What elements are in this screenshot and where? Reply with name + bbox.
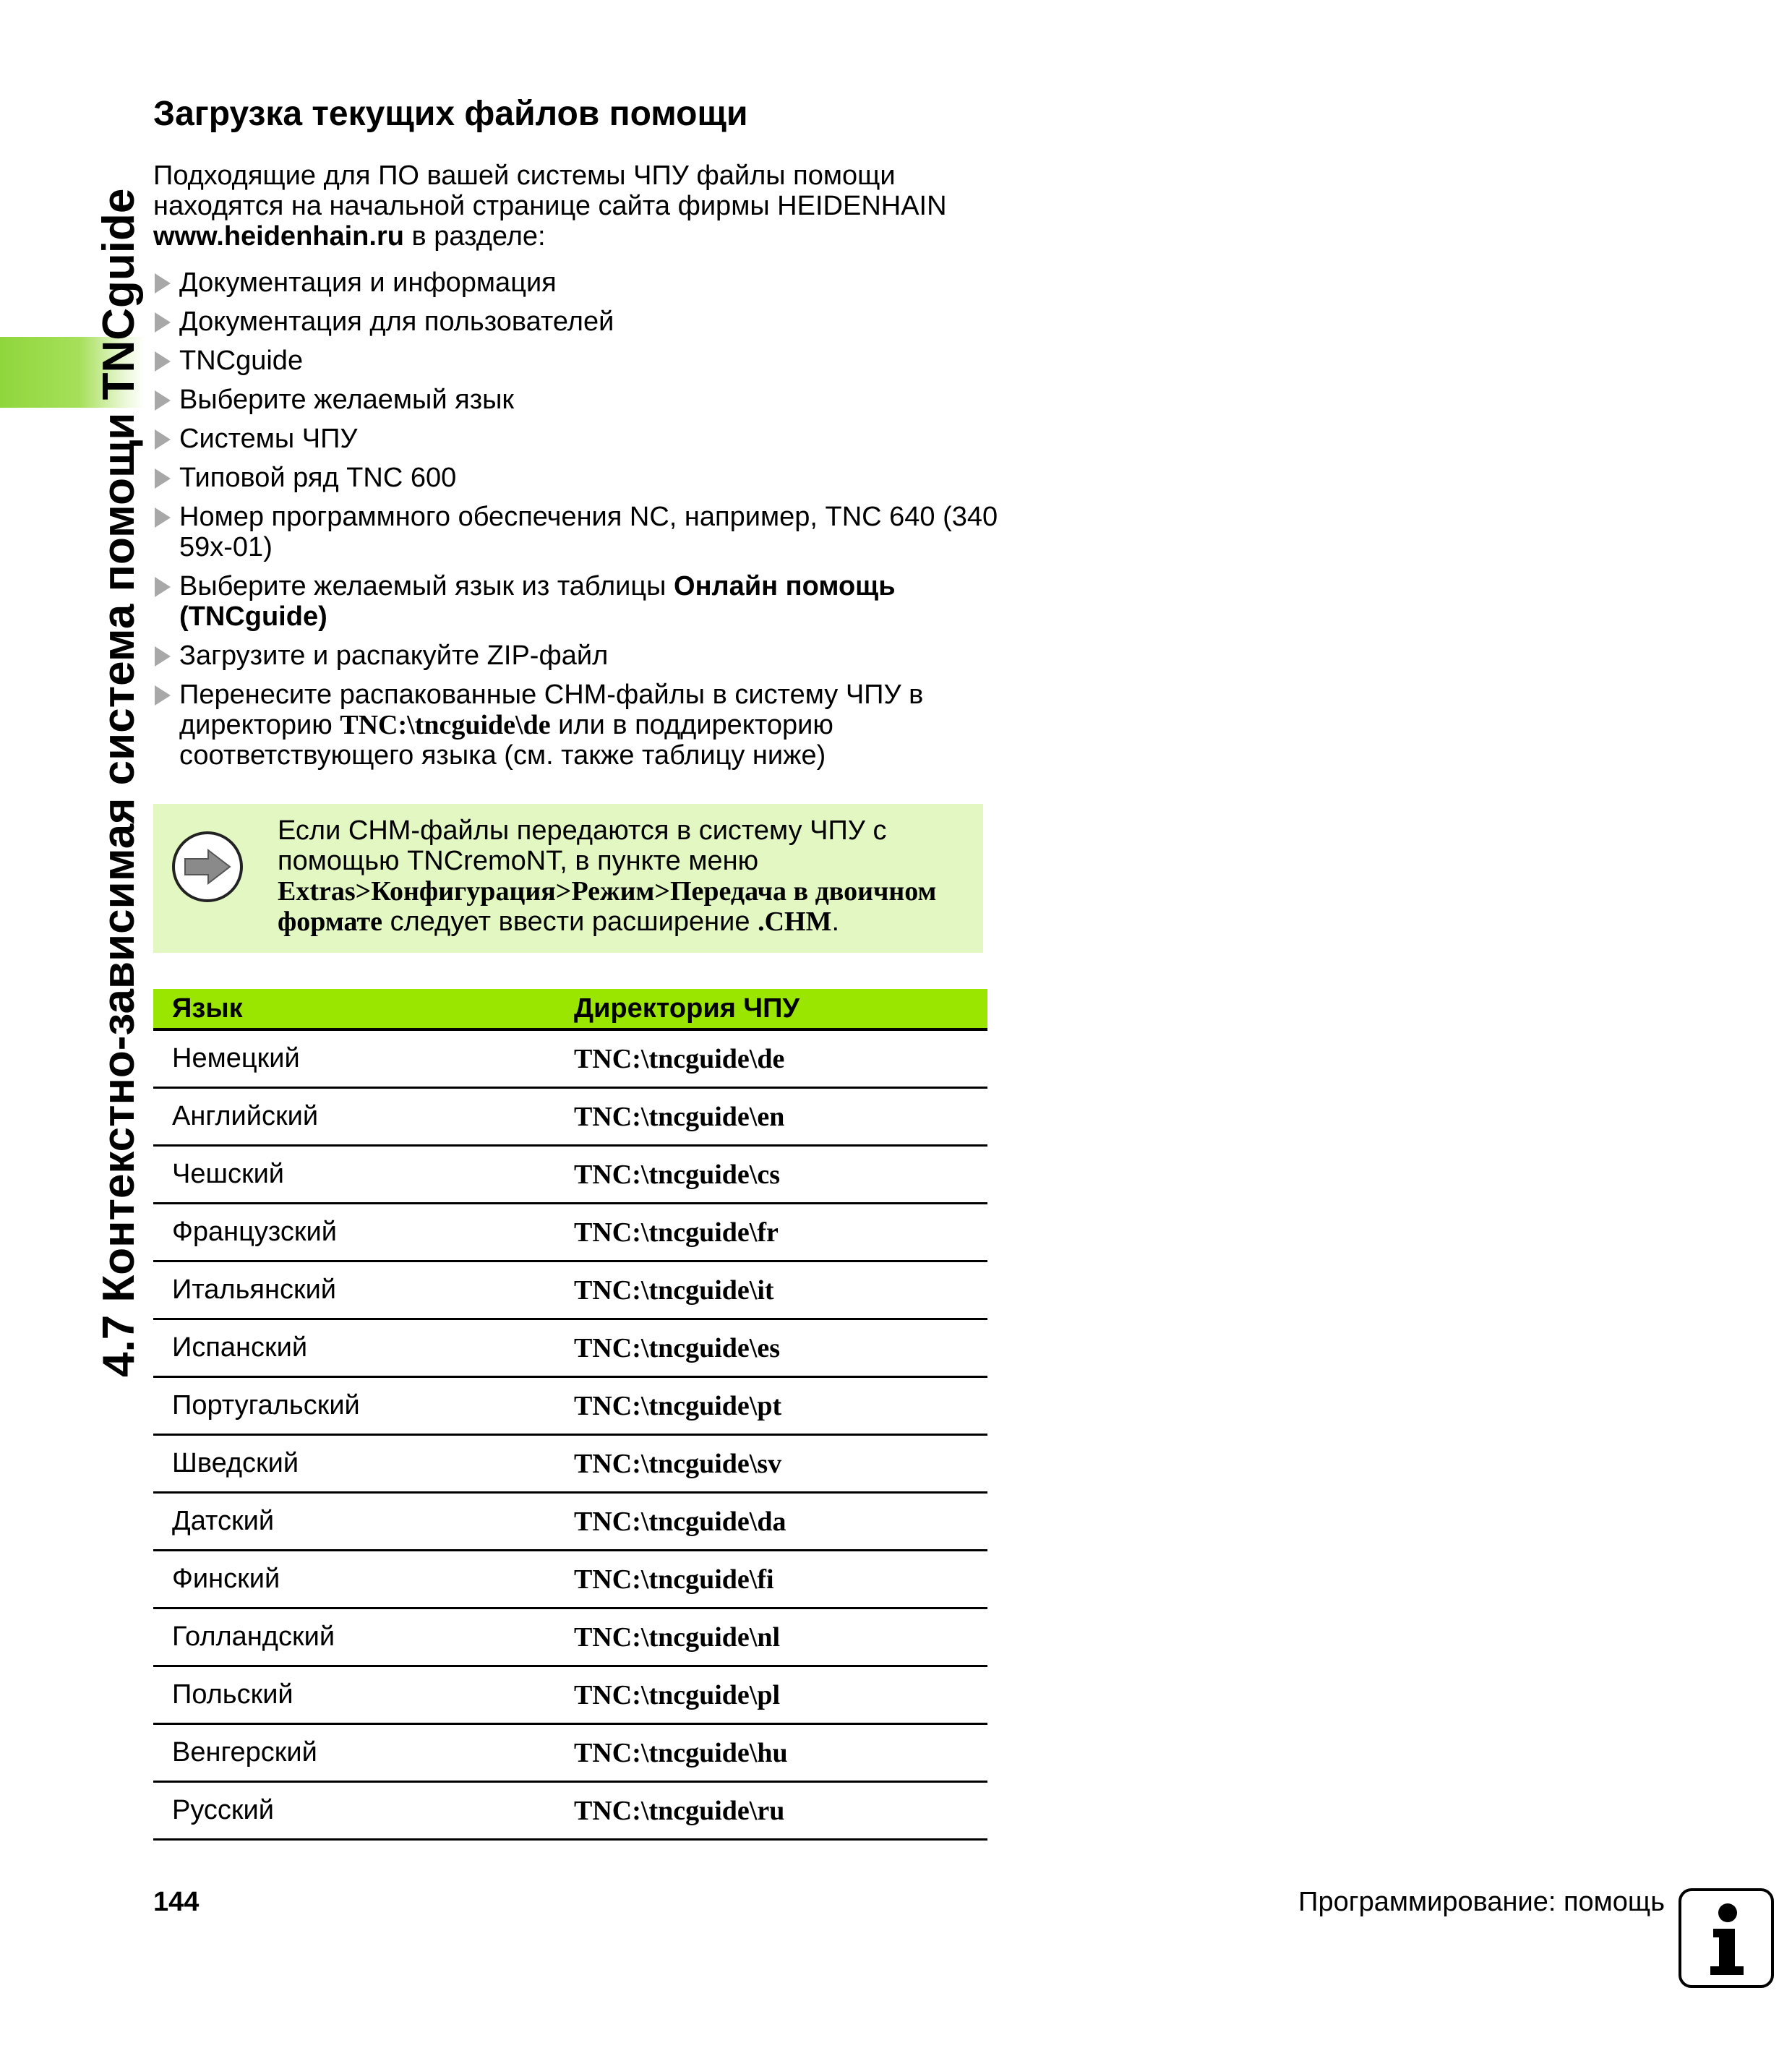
page-title: Загрузка текущих файлов помощи bbox=[153, 95, 748, 133]
step-text: Типовой ряд TNC 600 bbox=[179, 463, 457, 493]
step-text: Документация для пользователей bbox=[179, 307, 614, 337]
note-text-part-3: . bbox=[831, 907, 839, 937]
cell-directory: TNC:\tncguide\it bbox=[574, 1274, 774, 1306]
cell-directory: TNC:\tncguide\ru bbox=[574, 1795, 785, 1826]
table-row bbox=[153, 1147, 987, 1204]
list-item bbox=[153, 307, 1021, 337]
note-menu-path: Extras>Конфигурация>Режим>Передача в двоичном формате bbox=[278, 876, 937, 937]
cell-language: Чешский bbox=[172, 1159, 285, 1189]
cell-language: Испанский bbox=[172, 1332, 308, 1363]
intro-line-3 bbox=[153, 221, 1021, 252]
cell-language: Польский bbox=[172, 1679, 293, 1710]
cell-language: Итальянский bbox=[172, 1274, 337, 1305]
cell-language: Финский bbox=[172, 1564, 280, 1594]
bullet-arrow-icon bbox=[155, 351, 171, 372]
table-row bbox=[153, 1783, 987, 1841]
list-item bbox=[153, 502, 1021, 562]
table-row bbox=[153, 1667, 987, 1725]
step-text: TNCguide bbox=[179, 346, 304, 376]
note-text-part-2: следует ввести расширение bbox=[382, 907, 758, 937]
table-row bbox=[153, 1089, 987, 1147]
intro-line-1: Подходящие для ПО вашей системы ЧПУ файлы помощи bbox=[153, 160, 896, 191]
info-icon bbox=[1679, 1888, 1774, 1988]
step-bold-text: Онлайн помощь (TNCguide) bbox=[179, 571, 896, 632]
cell-directory: TNC:\tncguide\fr bbox=[574, 1217, 779, 1248]
list-item bbox=[153, 267, 1021, 298]
bullet-arrow-icon bbox=[155, 646, 171, 667]
table-row bbox=[153, 1436, 987, 1494]
steps-list bbox=[153, 267, 1021, 779]
website-link[interactable]: www.heidenhain.ru bbox=[153, 221, 404, 252]
cell-directory: TNC:\tncguide\sv bbox=[574, 1448, 782, 1479]
cell-directory: TNC:\tncguide\cs bbox=[574, 1159, 780, 1190]
header-directory: Директория ЧПУ bbox=[574, 993, 800, 1024]
step-text: Системы ЧПУ bbox=[179, 424, 358, 454]
bullet-arrow-icon bbox=[155, 685, 171, 706]
cell-language: Немецкий bbox=[172, 1043, 300, 1074]
cell-directory: TNC:\tncguide\pt bbox=[574, 1390, 782, 1421]
cell-language: Датский bbox=[172, 1506, 275, 1536]
bullet-arrow-icon bbox=[155, 577, 171, 597]
intro-after-site: в разделе: bbox=[403, 221, 546, 252]
list-item bbox=[153, 424, 1021, 454]
intro-line-2: находятся на начальной странице сайта фирмы HEIDENHAIN bbox=[153, 191, 947, 221]
table-row bbox=[153, 1609, 987, 1667]
cell-language: Португальский bbox=[172, 1390, 360, 1421]
language-directory-table bbox=[153, 989, 987, 1841]
cell-language: Английский bbox=[172, 1101, 319, 1131]
cell-language: Венгерский bbox=[172, 1737, 317, 1768]
step-code-path: TNC:\tncguide\de bbox=[340, 710, 551, 740]
footer-chapter: Программирование: помощь bbox=[1298, 1887, 1665, 1917]
list-item bbox=[153, 346, 1021, 376]
list-item bbox=[153, 680, 1021, 771]
cell-directory: TNC:\tncguide\en bbox=[574, 1101, 785, 1132]
table-row bbox=[153, 1725, 987, 1783]
bullet-arrow-icon bbox=[155, 468, 171, 489]
bullet-arrow-icon bbox=[155, 273, 171, 294]
cell-directory: TNC:\tncguide\fi bbox=[574, 1564, 774, 1595]
cell-language: Шведский bbox=[172, 1448, 299, 1478]
table-row bbox=[153, 1320, 987, 1378]
table-row bbox=[153, 1262, 987, 1320]
step-text: Перенесите распакованные CHM-файлы в систему ЧПУ в директорию bbox=[179, 680, 924, 740]
table-row bbox=[153, 1494, 987, 1551]
step-text: Загрузите и распакуйте ZIP-файл bbox=[179, 640, 609, 671]
note-extension: .CHM bbox=[758, 907, 832, 937]
bullet-arrow-icon bbox=[155, 507, 171, 528]
table-body bbox=[153, 1031, 987, 1841]
list-item bbox=[153, 385, 1021, 415]
table-row bbox=[153, 1551, 987, 1609]
cell-language: Французский bbox=[172, 1217, 337, 1247]
table-row bbox=[153, 1031, 987, 1089]
cell-directory: TNC:\tncguide\de bbox=[574, 1043, 785, 1074]
step-text-after: или в поддиректорию соответствующего языка (см. также таблицу ниже) bbox=[179, 710, 833, 771]
table-header bbox=[153, 989, 987, 1031]
list-item bbox=[153, 640, 1021, 671]
cell-directory: TNC:\tncguide\nl bbox=[574, 1621, 781, 1653]
step-text: Выберите желаемый язык bbox=[179, 385, 515, 415]
cell-directory: TNC:\tncguide\hu bbox=[574, 1737, 788, 1768]
table-row bbox=[153, 1204, 987, 1262]
step-text: Номер программного обеспечения NC, например, TNC 640 (340 59x-01) bbox=[179, 502, 998, 562]
sidebar-section-title: 4.7 Контекстно-зависимая система помощи TNCguide bbox=[94, 188, 144, 1377]
note-text-part-1: Если CHM-файлы передаются в систему ЧПУ с помощью TNCremoNT, в пункте меню bbox=[278, 815, 887, 876]
list-item bbox=[153, 571, 1021, 632]
note-text bbox=[278, 815, 972, 937]
table-row bbox=[153, 1378, 987, 1436]
cell-language: Голландский bbox=[172, 1621, 335, 1652]
step-text: Документация и информация bbox=[179, 267, 557, 298]
note-box bbox=[153, 804, 983, 953]
cell-language: Русский bbox=[172, 1795, 274, 1825]
intro-paragraph bbox=[153, 160, 1021, 252]
bullet-arrow-icon bbox=[155, 429, 171, 450]
bullet-arrow-icon bbox=[155, 390, 171, 411]
arrow-right-icon bbox=[172, 831, 243, 902]
cell-directory: TNC:\tncguide\pl bbox=[574, 1679, 781, 1710]
bullet-arrow-icon bbox=[155, 312, 171, 333]
list-item bbox=[153, 463, 1021, 493]
cell-directory: TNC:\tncguide\es bbox=[574, 1332, 780, 1363]
cell-directory: TNC:\tncguide\da bbox=[574, 1506, 786, 1537]
step-text: Выберите желаемый язык из таблицы bbox=[179, 571, 674, 601]
page-number: 144 bbox=[153, 1887, 200, 1917]
header-language: Язык bbox=[172, 993, 243, 1024]
